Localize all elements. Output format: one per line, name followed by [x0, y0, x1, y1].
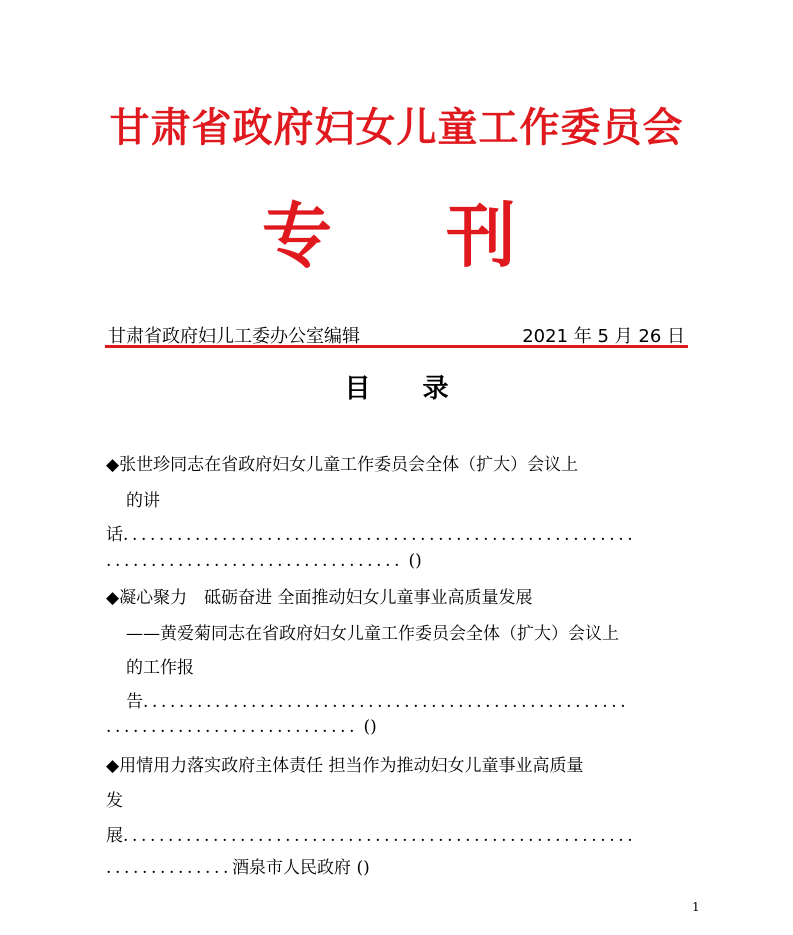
- header-rule: [105, 345, 688, 348]
- toc-entry-2-line5[interactable]: [106, 717, 377, 737]
- toc-entry-3-author: 酒泉市人民政府: [232, 858, 352, 878]
- banner: [262, 180, 516, 281]
- toc-entry-3-page: (): [356, 858, 370, 878]
- toc-entry-3-line1[interactable]: ◆用情用力落实政府主体责任 担当作为推动妇女儿童事业高质量: [106, 756, 584, 776]
- issue-date: 2021 年 5 月 26 日: [522, 326, 685, 347]
- toc-entry-2-page: (): [363, 717, 377, 737]
- toc-entry-3-prefix: 展: [106, 826, 123, 846]
- banner-char-zhuan: 专: [262, 195, 332, 277]
- toc-entry-1-page: (): [408, 551, 422, 571]
- toc-entry-1-line4[interactable]: [106, 551, 422, 571]
- toc-entry-2-leader2: ............................: [106, 717, 359, 737]
- document-title: 甘肃省政府妇女儿童工作委员会: [109, 105, 684, 151]
- toc-entry-1-line2[interactable]: 的讲: [126, 491, 160, 511]
- toc-entry-1-line1[interactable]: ◆张世珍同志在省政府妇女儿童工作委员会全体（扩大）会议上: [106, 455, 579, 475]
- page-number: 1: [692, 900, 700, 914]
- toc-entry-1-leader2: .................................: [106, 551, 404, 571]
- toc-entry-2-line1[interactable]: ◆凝心聚力 砥砺奋进 全面推动妇女儿童事业高质量发展: [106, 588, 533, 608]
- toc-entry-3-leader2: ..............: [106, 858, 233, 878]
- toc-entry-2-leader: ......................................................: [143, 692, 630, 712]
- toc-entry-1-prefix: 话: [106, 525, 123, 545]
- toc-entry-2-line4[interactable]: [126, 687, 629, 712]
- toc-title: 目 录: [344, 374, 449, 404]
- toc-entry-3-line4[interactable]: [106, 853, 370, 878]
- editor-line: 甘肃省政府妇儿工委办公室编辑: [108, 326, 360, 347]
- toc-entry-3-line2[interactable]: 发: [106, 791, 123, 811]
- toc-entry-3-leader: .........................................................: [123, 826, 637, 846]
- toc-entry-1-leader: .........................................................: [123, 525, 637, 545]
- toc-entry-2-line2[interactable]: ——黄爱菊同志在省政府妇女儿童工作委员会全体（扩大）会议上: [126, 624, 619, 644]
- toc-entry-3-line3[interactable]: [106, 821, 636, 846]
- toc-entry-2-prefix: 告: [126, 692, 143, 712]
- banner-char-kan: 刊: [446, 195, 516, 277]
- toc-entry-1-line3[interactable]: [106, 520, 636, 545]
- toc-entry-2-line3[interactable]: 的工作报: [126, 658, 194, 678]
